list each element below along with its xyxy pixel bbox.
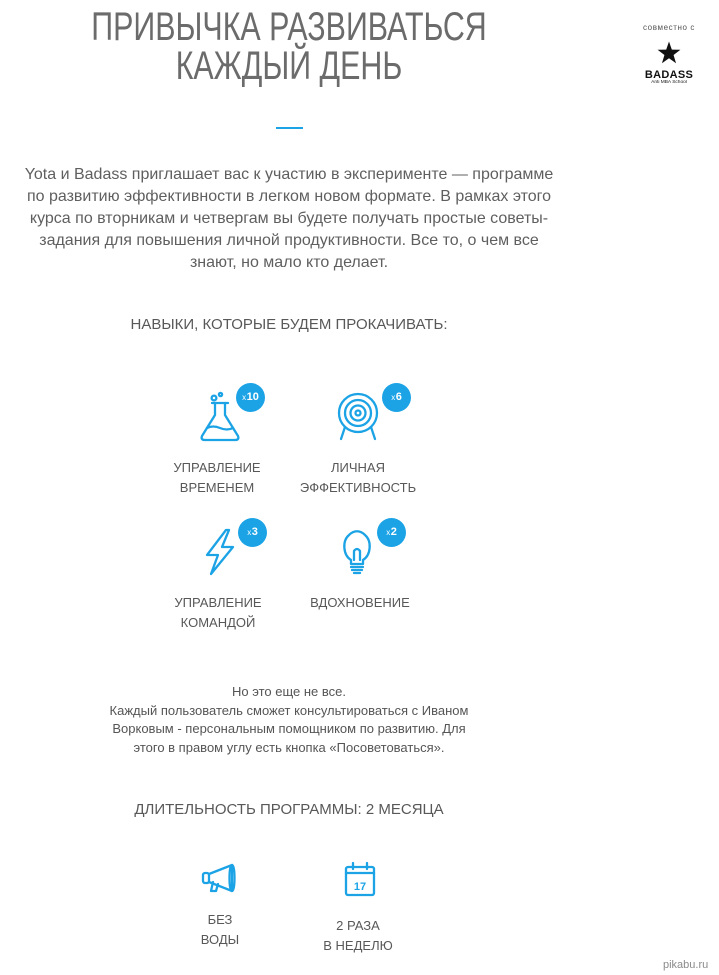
- skill-label-line: ВДОХНОВЕНИЕ: [310, 595, 410, 610]
- badge-count: 10: [246, 391, 259, 403]
- light-bulb-icon: [332, 526, 382, 576]
- flask-bubble: [212, 396, 217, 401]
- target-leg: [341, 427, 345, 439]
- badge-count: 3: [251, 526, 258, 538]
- page-title: [69, 5, 508, 88]
- badge-prefix: x: [247, 528, 252, 537]
- page-title-line-1: ПРИВЫЧКА РАЗВИВАТЬСЯ: [91, 5, 487, 49]
- badge-count: 6: [395, 391, 402, 403]
- watermark: pikabu.ru: [663, 959, 709, 971]
- note-line: Ворковым - персональным помощником по развитию. Для: [112, 721, 466, 737]
- intro-line: курса по вторникам и четвергам вы будете получать простые советы-: [29, 210, 549, 227]
- intro-line: знают, но мало кто делает.: [189, 254, 389, 271]
- target-center: [356, 411, 361, 416]
- multiplier-badge: [238, 518, 267, 547]
- note-line: Каждый пользователь сможет консультироваться с Иваном: [109, 702, 469, 718]
- duration-label-line: ВОДЫ: [200, 931, 240, 947]
- calendar-icon: [340, 861, 380, 901]
- intro-line: задания для повышения личной продуктивности. Все то, о чем все: [39, 232, 539, 249]
- skill-label-line: УПРАВЛЕНИЕ: [174, 595, 262, 610]
- badge-prefix: x: [242, 393, 247, 402]
- multiplier-badge: [377, 518, 406, 547]
- note-line: Но это еще не все.: [232, 684, 346, 699]
- partner-caption: совместно с: [642, 23, 695, 32]
- badge-count: 2: [390, 526, 397, 538]
- target-ring: [345, 400, 371, 426]
- title-divider: [276, 127, 303, 129]
- note-paragraph: [0, 683, 578, 758]
- skill-label: [138, 593, 298, 632]
- duration-label-line: 2 РАЗА: [336, 918, 380, 933]
- flask-liquid: [207, 427, 233, 430]
- note-line: этого в правом углу есть кнопка «Посоветоваться».: [133, 740, 445, 756]
- skills-heading: НАВЫКИ, КОТОРЫЕ БУДЕМ ПРОКАЧИВАТЬ:: [130, 316, 448, 333]
- multiplier-badge: [236, 383, 265, 412]
- skill-label-line: УПРАВЛЕНИЕ: [173, 460, 261, 475]
- bulb-glass: [344, 531, 369, 564]
- flask-body: [202, 403, 239, 440]
- star-shape: [658, 42, 681, 64]
- badge-prefix: x: [386, 528, 391, 537]
- target-ring: [351, 406, 366, 421]
- skill-label: [280, 593, 440, 613]
- duration-label-line: БЕЗ: [207, 912, 233, 927]
- page-title-line-2: КАЖДЫЙ ДЕНЬ: [175, 44, 403, 88]
- target-leg: [371, 427, 375, 439]
- lightning-bolt: [207, 530, 233, 574]
- flask-bubble: [219, 393, 222, 396]
- skill-label: [137, 458, 297, 497]
- intro-line: по развитию эффективности в легком новом формате. В рамках этого: [26, 188, 552, 205]
- logo-name: BADASS: [644, 69, 694, 81]
- logo-subtitle: Anti MBA School: [651, 80, 687, 85]
- duration-heading: ДЛИТЕЛЬНОСТЬ ПРОГРАММЫ: 2 МЕСЯЦА: [134, 801, 444, 818]
- target-icon: [333, 391, 383, 441]
- intro-line: Yota и Badass приглашает вас к участию в эксперименте — программе: [24, 166, 554, 183]
- badge-prefix: x: [391, 393, 396, 402]
- duration-label: [278, 916, 438, 955]
- bulb-filament: [354, 549, 360, 560]
- star-icon: [657, 41, 681, 65]
- skill-label-line: КОМАНДОЙ: [180, 614, 256, 630]
- multiplier-badge: [382, 383, 411, 412]
- calendar-day: 17: [353, 881, 367, 893]
- intro-paragraph: [0, 164, 578, 274]
- skill-label-line: ЛИЧНАЯ: [331, 460, 385, 475]
- skill-label-line: ВРЕМЕНЕМ: [179, 479, 255, 495]
- duration-label-line: В НЕДЕЛЮ: [323, 937, 393, 953]
- duration-label: [140, 910, 300, 949]
- megaphone-icon: [196, 860, 240, 900]
- skill-label-line: ЭФФЕКТИВНОСТЬ: [299, 479, 417, 495]
- skill-label: [278, 458, 438, 497]
